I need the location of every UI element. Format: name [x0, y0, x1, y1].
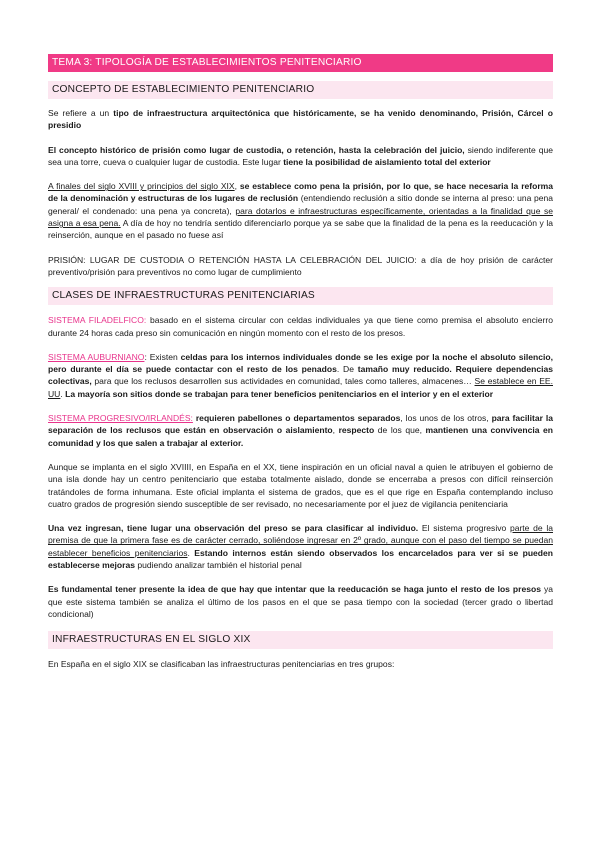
- paragraph-historical-concept: El concepto histórico de prisión como lugar de custodia, o retención, hasta la celebración del juicio, siendo indiferente que sea una torre, cueva o cualquier lugar de custodia. Este lugar tiene la posibilidad de aislamiento total del exterior: [48, 144, 553, 167]
- term-sistema-progresivo: SISTEMA PROGRESIVO/IRLANDÉS:: [48, 413, 193, 424]
- term-sistema-filadelfico: SISTEMA FILADELFICO:: [48, 315, 147, 326]
- paragraph-definition: Se refiere a un tipo de infraestructura arquitectónica que históricamente, se ha venido denominando, Prisión, Cárcel o presidio: [48, 108, 553, 131]
- section-heading-clases: CLASES DE INFRAESTRUCTURAS PENITENCIARIAS: [48, 287, 553, 305]
- paragraph-reform: A finales del siglo XVIII y principios del siglo XIX, se establece como pena la prisión, por lo que, se hace necesaria la reforma de la denominación y estructuras de los lugares de reclusión (entendiendo reclusión a sitio donde se interna al preso: una pena general/ el condenado: una pena ya concreta), para dotarlos e infraestructuras específicamente, orientadas a la finalidad que se asigna a esa pena. A día de hoy no tendría sentido diferenciarlo porque ya se sabe que la finalidad de la pena es la reeducación y la reinserción, aunque en el pasado no fuese así: [48, 181, 554, 241]
- paragraph-prision-custodia: PRISIÓN: LUGAR DE CUSTODIA O RETENCIÓN HASTA LA CELEBRACIÓN DEL JUICIO: a día de hoy prisión de carácter preventivo/prisión para preventivos no como lugar de cumplimiento: [48, 254, 553, 277]
- section-heading-concepto: CONCEPTO DE ESTABLECIMIENTO PENITENCIARIO: [48, 81, 553, 99]
- paragraph-sistema-progresivo: SISTEMA PROGRESIVO/IRLANDÉS: requieren pabellones o departamentos separados, los unos de los otros, para facilitar la separación de los reclusos que están en observación o aislamiento, respecto de los que, mantienen una convivencia en comunidad y los que salen a trabajar al exterior.: [48, 413, 554, 448]
- paragraph-reeducacion: Es fundamental tener presente la idea de que hay que intentar que la reeducación se haga junto el resto de los presos ya que este sistema también se analiza el último de los pasos en el que se pasa tiempo con la sociedad (tercer grado o libertad condicional): [48, 584, 554, 619]
- section-heading-siglo-xix: INFRAESTRUCTURAS EN EL SIGLO XIX: [48, 631, 553, 649]
- chapter-title: TEMA 3: TIPOLOGÍA DE ESTABLECIMIENTOS PENITENCIARIO: [48, 54, 553, 72]
- paragraph-origen-sistema: Aunque se implanta en el siglo XVIIII, en España en el XX, tiene inspiración en un oficial naval a quien le atribuyen el gobierno de una isla donde hay un centro penitenciario que estaba totalmente aislado, donde se encerraba a presos con difícil reinserción tratándoles de forma inhumana. Este oficial implanta el sistema de grados, que es el que rige en España contemplando incluso cuatro grados de progresión siendo susceptible de ser revisado, no necesariamente por el juez de vigilancia penitenciaria: [48, 461, 553, 509]
- paragraph-sistema-filadelfico: SISTEMA FILADELFICO: basado en el sistema circular con celdas individuales ya que tiene como premisa el absoluto encierro durante 24 horas cada preso sin comunicación en ningún momento con el resto de los presos.: [48, 315, 553, 338]
- document-content: [48, 54, 553, 671]
- paragraph-observacion: Una vez ingresan, tiene lugar una observación del preso se para clasificar al individuo. El sistema progresivo parte de la premisa de que la primera fase es de carácter cerrado, soliéndose ingresar en 2º grado, aunque con el paso del tiempo se puedan establecer beneficios penitenciarios. Estando internos están siendo observados los encarcelados para ver si se pueden establecerse mejoras pudiendo analizar también el historial penal: [48, 523, 553, 571]
- paragraph-sistema-auburniano: SISTEMA AUBURNIANO: Existen celdas para los internos individuales donde se les exige por la noche el absoluto silencio, pero durante el día se puede contactar con el resto de los penados. De tamaño muy reducido. Requiere dependencias colectivas, para que los reclusos desarrollen sus actividades en comunidad, tales como talleres, almacenes… Se establece en EE. UU. La mayoría son sitios donde se trabajan para tener beneficios penitenciarios en el interior y en el exterior: [48, 351, 553, 399]
- paragraph-espana-siglo-xix: En España en el siglo XIX se clasificaban las infraestructuras penitenciarias en tres grupos:: [48, 659, 395, 670]
- term-sistema-auburniano: SISTEMA AUBURNIANO: [48, 351, 145, 362]
